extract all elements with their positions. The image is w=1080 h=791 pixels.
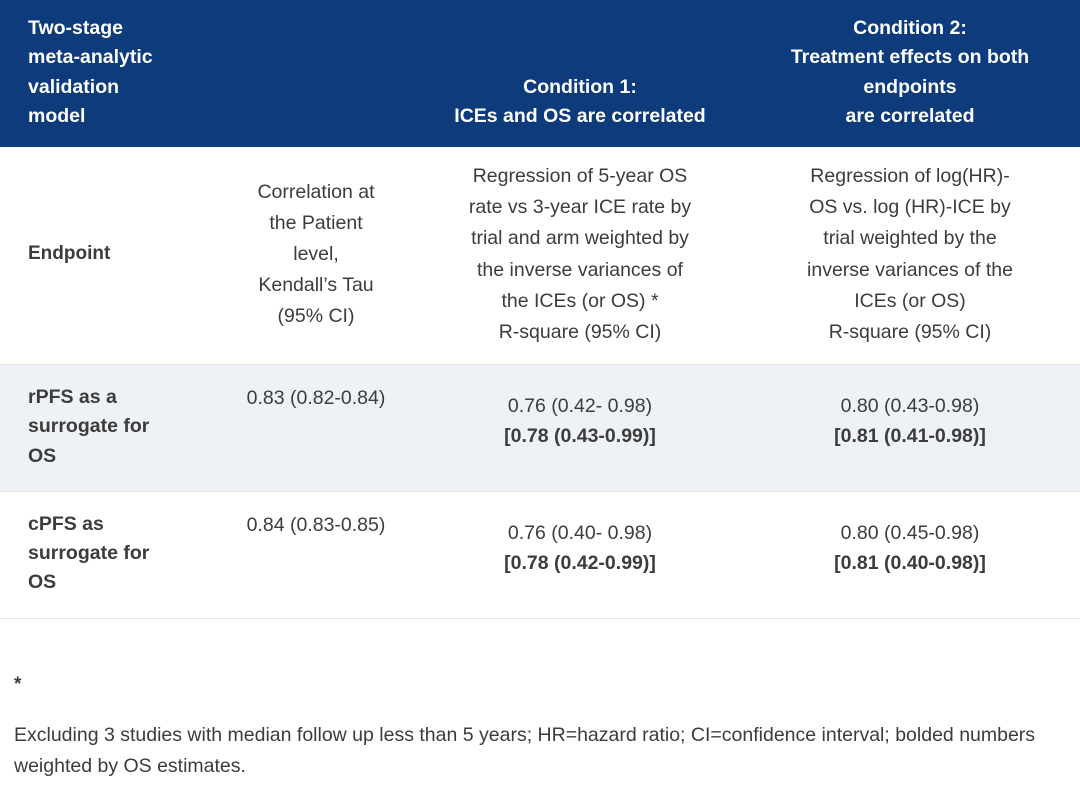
cell-condition-2-bold: [0.81 (0.41-0.98)]	[834, 425, 986, 448]
description-correlation-line-1: Correlation at	[257, 180, 375, 203]
row-label-line-2: surrogate for	[28, 542, 150, 565]
row-label	[0, 365, 212, 492]
description-condition-2-line-3: trial weighted by the	[823, 227, 997, 250]
cell-condition-2-plain: 0.80 (0.43-0.98)	[840, 395, 980, 418]
table-row	[0, 365, 1080, 492]
description-condition-1-line-1: Regression of 5-year OS	[472, 165, 688, 187]
table-description-row	[0, 147, 1080, 365]
row-label-endpoint: Endpoint	[0, 147, 212, 365]
description-condition-2-line-2: OS vs. log (HR)-ICE by	[809, 196, 1011, 219]
cell-condition-1	[420, 365, 740, 492]
row-label	[0, 491, 212, 618]
description-condition-1-line-5: the ICEs (or OS) *	[501, 289, 659, 312]
description-condition-1-line-6: R-square (95% CI)	[498, 320, 662, 343]
description-correlation-line-3: level,	[293, 242, 339, 265]
footnote-marker: *	[14, 673, 22, 695]
table-header	[0, 0, 1080, 147]
column-header-condition-2-line-4: are correlated	[845, 104, 975, 127]
column-header-correlation-blank	[212, 0, 420, 147]
table-row	[0, 491, 1080, 618]
column-header-condition-2-line-3: endpoints	[863, 75, 957, 98]
column-header-condition-1	[420, 0, 740, 147]
cell-condition-2-plain: 0.80 (0.45-0.98)	[840, 521, 980, 544]
description-condition-1-line-4: the inverse variances of	[477, 258, 683, 281]
column-header-condition-1-line-1: Condition 1:	[523, 75, 637, 98]
description-correlation-line-5: (95% CI)	[277, 305, 355, 328]
description-condition-2-line-4: inverse variances of the	[807, 258, 1013, 281]
row-label-line-3: OS	[28, 444, 57, 467]
description-condition-1-line-3: trial and arm weighted by	[471, 227, 689, 250]
column-header-model	[0, 0, 212, 147]
description-correlation-line-2: the Patient	[269, 211, 363, 234]
row-label-line-2: surrogate for	[28, 415, 150, 438]
description-condition-2	[740, 147, 1080, 365]
column-header-condition-1-line-2: ICEs and OS are correlated	[454, 104, 706, 127]
cell-condition-1-bold: [0.78 (0.43-0.99)]	[504, 425, 656, 448]
row-label-line-1: rPFS as a	[28, 386, 117, 409]
table-body	[0, 147, 1080, 618]
cell-condition-2	[740, 491, 1080, 618]
footnote-text: Excluding 3 studies with median follow up less than 5 years; HR=hazard ratio; CI=confidence interval; bolded numbers weighted by OS estimates.	[14, 723, 1036, 778]
row-label-line-3: OS	[28, 571, 57, 594]
description-condition-1	[420, 147, 740, 365]
cell-condition-1-bold: [0.78 (0.42-0.99)]	[504, 552, 656, 575]
column-header-model-line-4: model	[28, 104, 86, 127]
description-condition-1-line-2: rate vs 3-year ICE rate by	[468, 196, 692, 219]
cell-condition-2	[740, 365, 1080, 492]
cell-correlation: 0.83 (0.82-0.84)	[212, 365, 420, 492]
row-label-line-1: cPFS as	[28, 512, 104, 535]
description-condition-2-line-6: R-square (95% CI)	[828, 320, 992, 343]
cell-condition-2-bold: [0.81 (0.40-0.98)]	[834, 552, 986, 575]
cell-condition-1-plain: 0.76 (0.42- 0.98)	[507, 395, 653, 418]
cell-condition-1	[420, 491, 740, 618]
table-header-row	[0, 0, 1080, 147]
description-condition-2-line-1: Regression of log(HR)-	[810, 165, 1010, 187]
cell-correlation: 0.84 (0.83-0.85)	[212, 491, 420, 618]
cell-condition-1-plain: 0.76 (0.40- 0.98)	[507, 521, 653, 544]
column-header-model-line-1: Two-stage	[28, 17, 123, 39]
column-header-condition-2-line-2: Treatment effects on both	[790, 46, 1030, 69]
column-header-model-line-2: meta-analytic	[28, 46, 153, 69]
description-correlation	[212, 147, 420, 365]
description-condition-2-line-5: ICEs (or OS)	[854, 289, 966, 312]
column-header-condition-2	[740, 0, 1080, 147]
column-header-model-line-3: validation	[28, 75, 120, 98]
column-header-condition-2-line-1: Condition 2:	[853, 17, 967, 39]
footnote-section	[0, 619, 1080, 783]
description-correlation-line-4: Kendall’s Tau	[258, 274, 374, 297]
